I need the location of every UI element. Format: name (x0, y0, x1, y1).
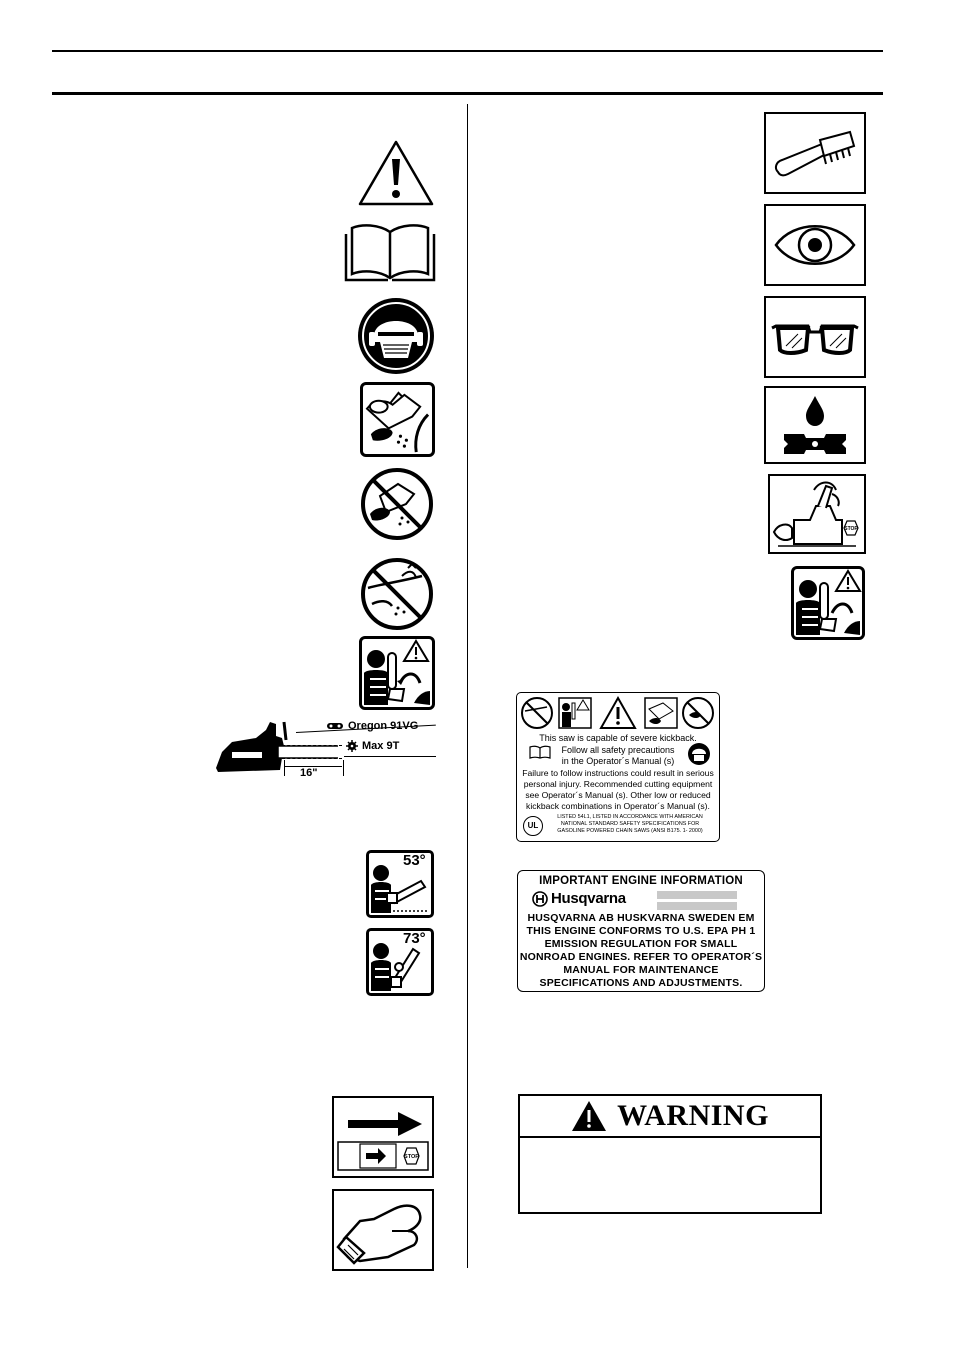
brush-icon (764, 112, 866, 194)
bar-brand-label: Oregon 91VG (348, 720, 419, 732)
displacement-field (657, 902, 737, 910)
decal-line-3: in the Operator´s Manual (s) (561, 756, 675, 766)
oil-drop-chain-icon (764, 386, 866, 464)
stop-switch-icon (768, 474, 866, 554)
svg-text:STOP: STOP (404, 1154, 419, 1160)
decal-line-6: see Operator´s Manual (s). Other low or reduced (525, 790, 711, 800)
angle-73-label: 73° (403, 930, 426, 947)
decal-line-2: Follow all safety precautions (561, 745, 675, 755)
engine-family-field (657, 891, 737, 899)
two-hands-icon (360, 382, 435, 457)
engine-info-decal (517, 870, 765, 992)
ul-text-2: NATIONAL STANDARD SAFETY SPECIFICATIONS FOR (560, 821, 700, 827)
bar-brand-row (326, 720, 418, 732)
decal-line-1: This saw is capable of severe kickback. (539, 733, 697, 743)
decal-no-tip-icon (522, 698, 552, 728)
warning-title: WARNING (617, 1099, 769, 1132)
engine-heading: IMPORTANT ENGINE INFORMATION (539, 875, 743, 887)
direction-arrow-icon (332, 1096, 434, 1178)
decal-two-hands-icon (645, 698, 677, 728)
column-divider (467, 104, 468, 1268)
engine-line-3: EMISSION REGULATION FOR SMALL (544, 938, 738, 950)
warning-triangle-small-icon (571, 1100, 607, 1132)
chain-link-icon (326, 721, 344, 731)
manual-book-icon (344, 220, 436, 282)
glove-icon (332, 1189, 434, 1271)
sprocket-icon (346, 740, 358, 752)
husqvarna-logo (532, 890, 626, 907)
ul-mark-text: UL (527, 821, 539, 830)
warning-header (520, 1096, 820, 1138)
ul-mark-icon (523, 816, 543, 836)
warning-triangle-icon (357, 139, 435, 207)
bar-length-label: 16" (300, 767, 318, 779)
engine-line-2: THIS ENGINE CONFORMS TO U.S. EPA PH 1 (526, 925, 756, 937)
engine-line-6: SPECIFICATIONS AND ADJUSTMENTS. (539, 977, 743, 989)
decal-icon-row (517, 695, 719, 731)
no-tip-contact-icon (358, 556, 436, 632)
engine-line-5: MANUAL FOR MAINTENANCE (563, 964, 719, 976)
decal-line-7: kickback combinations in Operator´s Manual (s). (526, 801, 710, 811)
ul-text-3: GASOLINE POWERED CHAIN SAWS (ANSI B175. 1- 2000) (557, 828, 703, 834)
kickback-icon (359, 636, 435, 710)
warning-box (518, 1094, 822, 1214)
decal-warning-icon (601, 698, 635, 728)
sprocket-pointer-line (344, 756, 436, 757)
top-rule (52, 50, 883, 52)
decal-line-5: personal injury. Recommended cutting equipment (523, 779, 713, 789)
header-rule (52, 92, 883, 95)
decal-line-4: Failure to follow instructions could result in serious (522, 768, 714, 778)
sprocket-row (346, 740, 399, 752)
no-one-hand-icon (358, 466, 436, 542)
kickback-decal (516, 692, 720, 842)
kickback-warning-icon (791, 566, 865, 640)
brand-name: Husqvarna (551, 890, 626, 907)
husqvarna-crown-icon (532, 891, 548, 907)
head-protection-icon (356, 296, 436, 376)
ul-text-1: LISTED 54L1, LISTED IN ACCORDANCE WITH AMERICAN (557, 814, 703, 820)
eye-icon (764, 204, 866, 286)
engine-line-4: NONROAD ENGINES. REFER TO OPERATOR´S (519, 951, 763, 963)
decal-no-one-hand-icon (683, 698, 713, 728)
svg-text:STOP: STOP (844, 526, 858, 532)
sprocket-label: Max 9T (362, 740, 400, 752)
glasses-icon (764, 296, 866, 378)
bar-chain (282, 745, 342, 759)
decal-kickback-icon (559, 698, 591, 728)
engine-line-1: HUSQVARNA AB HUSKVARNA SWEDEN EM (527, 912, 755, 924)
angle-53-label: 53° (403, 852, 426, 869)
